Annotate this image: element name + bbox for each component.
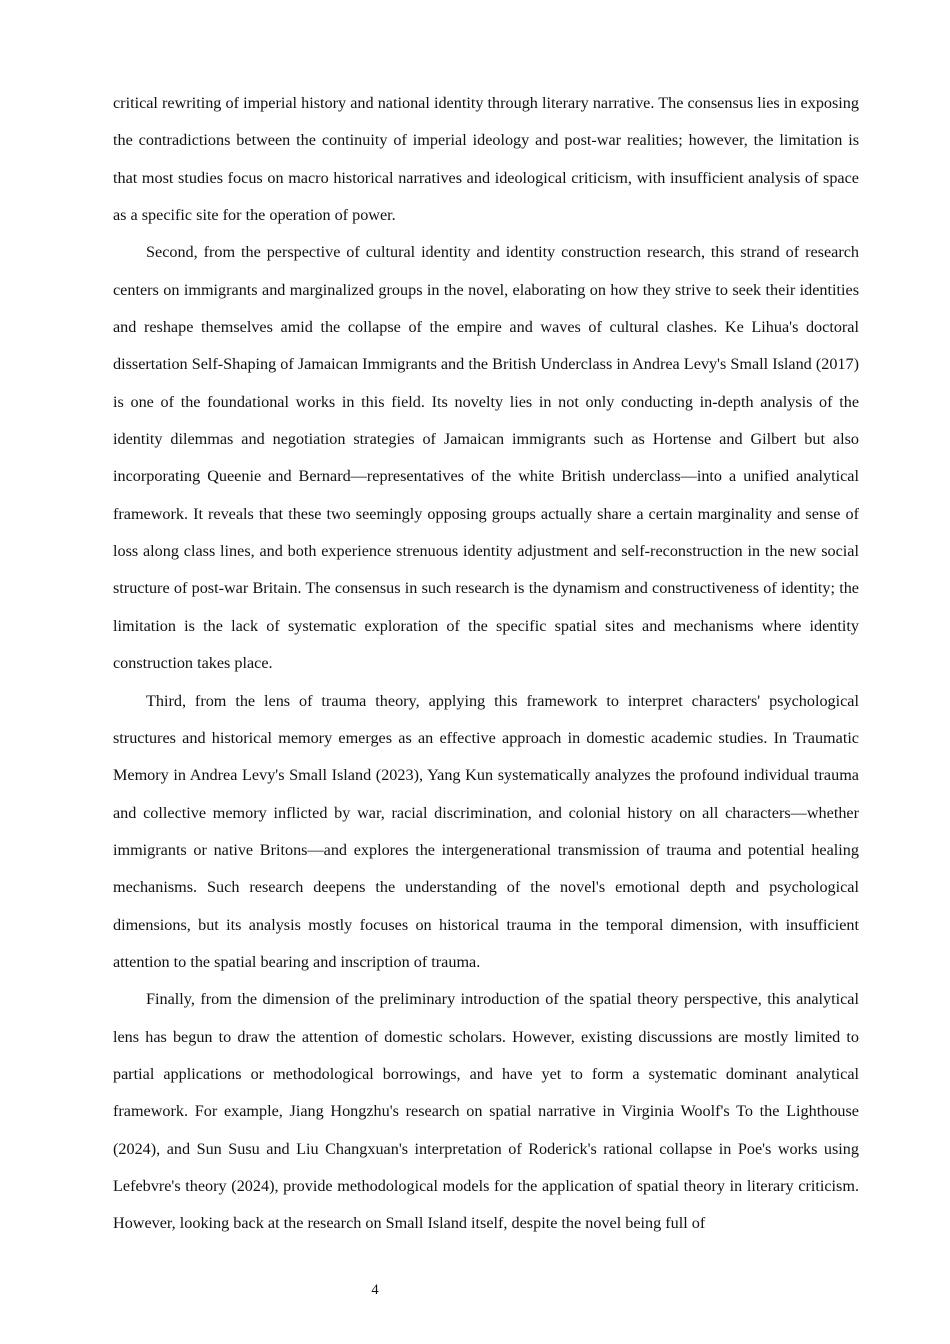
- page-number: 4: [371, 1282, 379, 1298]
- paragraph-trauma-theory: Third, from the lens of trauma theory, applying this framework to interpret characters' psychological structures and historical memory emerges as an effective approach in domestic academic studies. In Traumatic Memory in Andrea Levy's Small Island (2023), Yang Kun systematically analyzes the profound individual trauma and collective memory inflicted by war, racial discrimination, and colonial history on all characters—whether immigrants or native Britons—and explores the intergenerational transmission of trauma and potential healing mechanisms. Such research deepens the understanding of the novel's emotional depth and psychological dimensions, but its analysis mostly focuses on historical trauma in the temporal dimension, with insufficient attention to the spatial bearing and inscription of trauma.: [113, 691, 859, 971]
- paragraph-spatial-theory: Finally, from the dimension of the preliminary introduction of the spatial theory perspective, this analytical lens has begun to draw the attention of domestic scholars. However, existing discussions are mostly limited to partial applications or methodological borrowings, and have yet to form a systematic dominant analytical framework. For example, Jiang Hongzhu's research on spatial narrative in Virginia Woolf's To the Lighthouse (2024), and Sun Susu and Liu Changxuan's interpretation of Roderick's rational collapse in Poe's works using Lefebvre's theory (2024), provide methodological models for the application of spatial theory in literary criticism. However, looking back at the research on Small Island itself, despite the novel being full of: [113, 990, 859, 1233]
- paragraph-identity-research: Second, from the perspective of cultural identity and identity construction research, this strand of research centers on immigrants and marginalized groups in the novel, elaborating on how they strive to seek their identities and reshape themselves amid the collapse of the empire and waves of cultural clashes. Ke Lihua's doctoral dissertation Self-Shaping of Jamaican Immigrants and the British Underclass in Andrea Levy's Small Island (2017) is one of the foundational works in this field. Its novelty lies in not only conducting in-depth analysis of the identity dilemmas and negotiation strategies of Jamaican immigrants such as Hortense and Gilbert but also incorporating Queenie and Bernard—representatives of the white British underclass—into a unified analytical framework. It reveals that these two seemingly opposing groups actually share a certain marginality and sense of loss along class lines, and both experience strenuous identity adjustment and self-reconstruction in the new social structure of post-war Britain. The consensus in such research is the dynamism and constructiveness of identity; the limitation is the lack of systematic exploration of the specific spatial sites and mechanisms where identity construction takes place.: [113, 243, 859, 673]
- body-text: [113, 85, 859, 1243]
- paragraph-continued: critical rewriting of imperial history and national identity through literary narrative. The consensus lies in exposing the contradictions between the continuity of imperial ideology and post-war realities; however, the limitation is that most studies focus on macro historical narratives and ideological criticism, with insufficient analysis of space as a specific site for the operation of power.: [113, 94, 859, 225]
